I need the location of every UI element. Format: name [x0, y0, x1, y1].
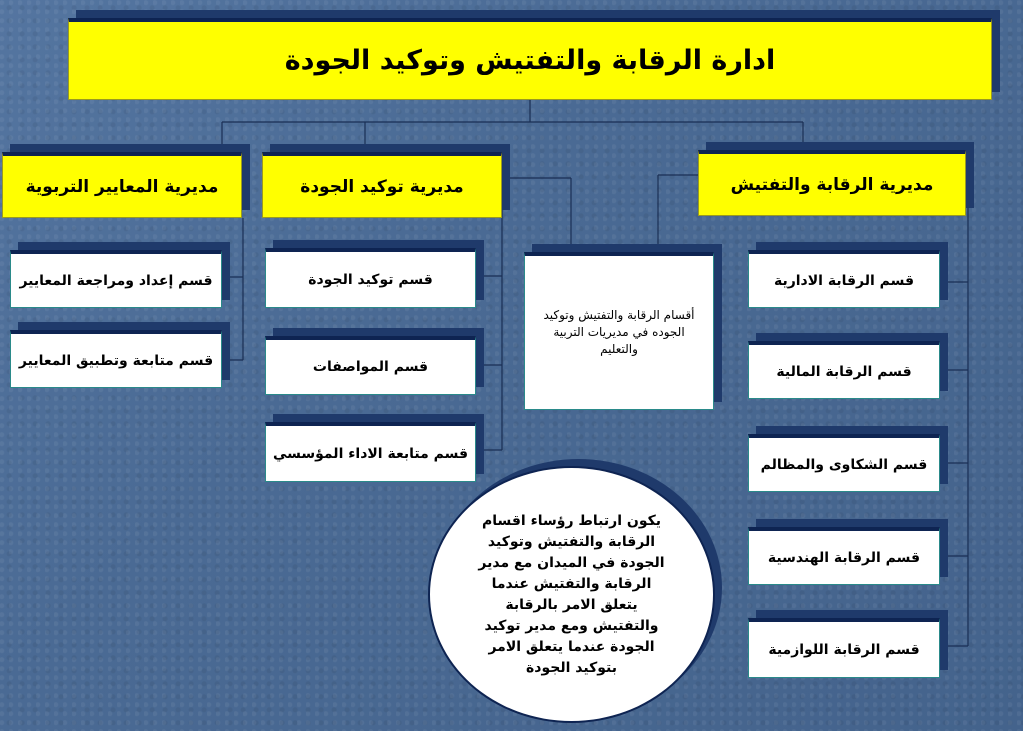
section-quality-assurance: قسم توكيد الجودة: [265, 248, 476, 308]
section-institutional-performance: قسم متابعة الاداء المؤسسي: [265, 422, 476, 482]
field-sections-box: أقسام الرقابة والتفتيش وتوكيد الجوده في مديريات التربية والتعليم: [524, 252, 714, 410]
section-admin-inspection: قسم الرقابة الادارية: [748, 250, 940, 308]
section-specifications: قسم المواصفات: [265, 336, 476, 395]
section-complaints: قسم الشكاوى والمظالم: [748, 434, 940, 492]
directorate-quality: مديرية توكيد الجودة: [262, 152, 502, 218]
directorate-standards: مديرية المعايير التربوية: [2, 152, 242, 218]
section-financial-inspection: قسم الرقابة المالية: [748, 341, 940, 399]
chart-title: ادارة الرقابة والتفتيش وتوكيد الجودة: [68, 18, 992, 100]
section-standards-preparation: قسم إعداد ومراجعة المعايير: [10, 250, 222, 308]
section-standards-followup: قسم متابعة وتطبيق المعايير: [10, 330, 222, 388]
section-supplies-inspection: قسم الرقابة اللوازمية: [748, 618, 940, 678]
directorate-inspection: مديرية الرقابة والتفتيش: [698, 150, 966, 216]
section-engineering-inspection: قسم الرقابة الهندسية: [748, 527, 940, 585]
note-circle: يكون ارتباط رؤساء اقسام الرقابة والتفتيش وتوكيد الجودة في الميدان مع مدير الرقابة والتفتيش عندما يتعلق الامر بالرقابة والتفتيش ومع مدير توكيد الجودة عندما يتعلق الامر بتوكيد الجودة: [428, 466, 715, 723]
